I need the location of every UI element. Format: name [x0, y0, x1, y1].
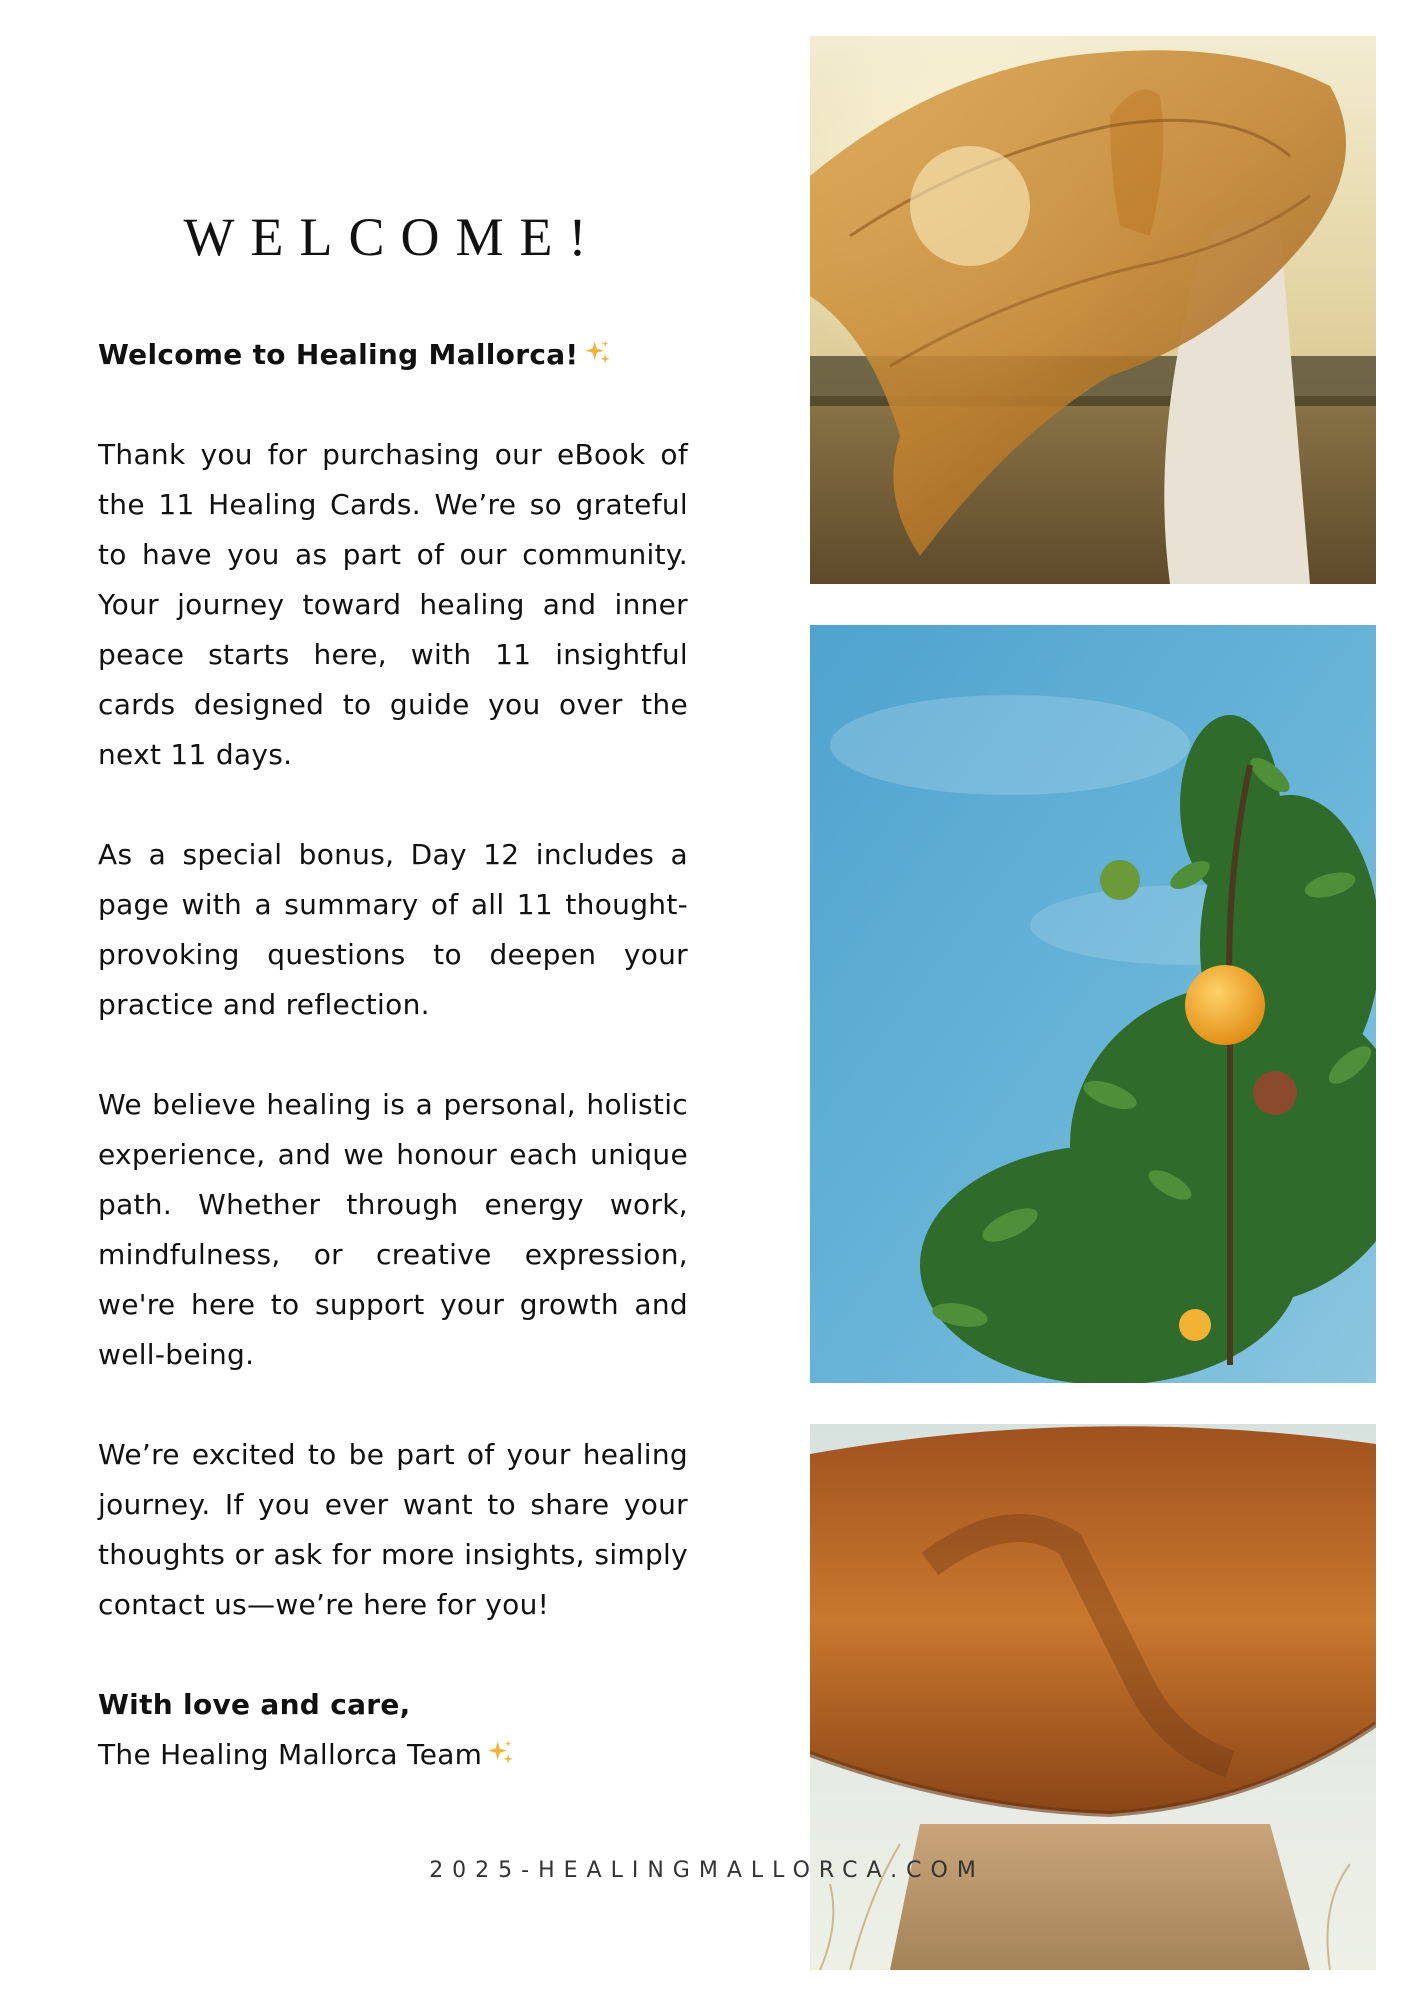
footer-url: 2025-HEALINGMALLORCA.COM	[429, 1858, 985, 1883]
page-title: WELCOME!	[183, 207, 603, 267]
lead-line	[98, 330, 688, 380]
paragraph: We’re excited to be part of your healing journey. If you ever want to share your thoughts or ask for more insights, simply contact us—we’re here for you!	[98, 1438, 688, 1621]
welcome-letter	[98, 330, 688, 1780]
signoff: With love and care,	[98, 1688, 411, 1721]
photo-fabric-canopy	[810, 1424, 1376, 1970]
sparkles-icon	[486, 1739, 514, 1767]
signature: The Healing Mallorca Team	[98, 1738, 483, 1771]
signature-line	[98, 1730, 688, 1780]
paragraph: As a special bonus, Day 12 includes a page with a summary of all 11 thought-provoking questions to deepen your practice and reflection.	[98, 838, 688, 1021]
paragraph: Thank you for purchasing our eBook of the 11 Healing Cards. We’re so grateful to have you as part of our community. Your journey toward healing and inner peace starts here, with 11 insightful cards designed to guide you over the next 11 days.	[98, 438, 688, 771]
photo-orange-tree	[810, 625, 1376, 1383]
sparkles-icon	[583, 339, 611, 367]
lead-text: Welcome to Healing Mallorca!	[98, 338, 579, 371]
photo-scarf-field	[810, 36, 1376, 584]
paragraph: We believe healing is a personal, holistic experience, and we honour each unique path. Whether through energy work, mindfulness, or creative expression, we're here to support your growth and well-being.	[98, 1088, 688, 1371]
